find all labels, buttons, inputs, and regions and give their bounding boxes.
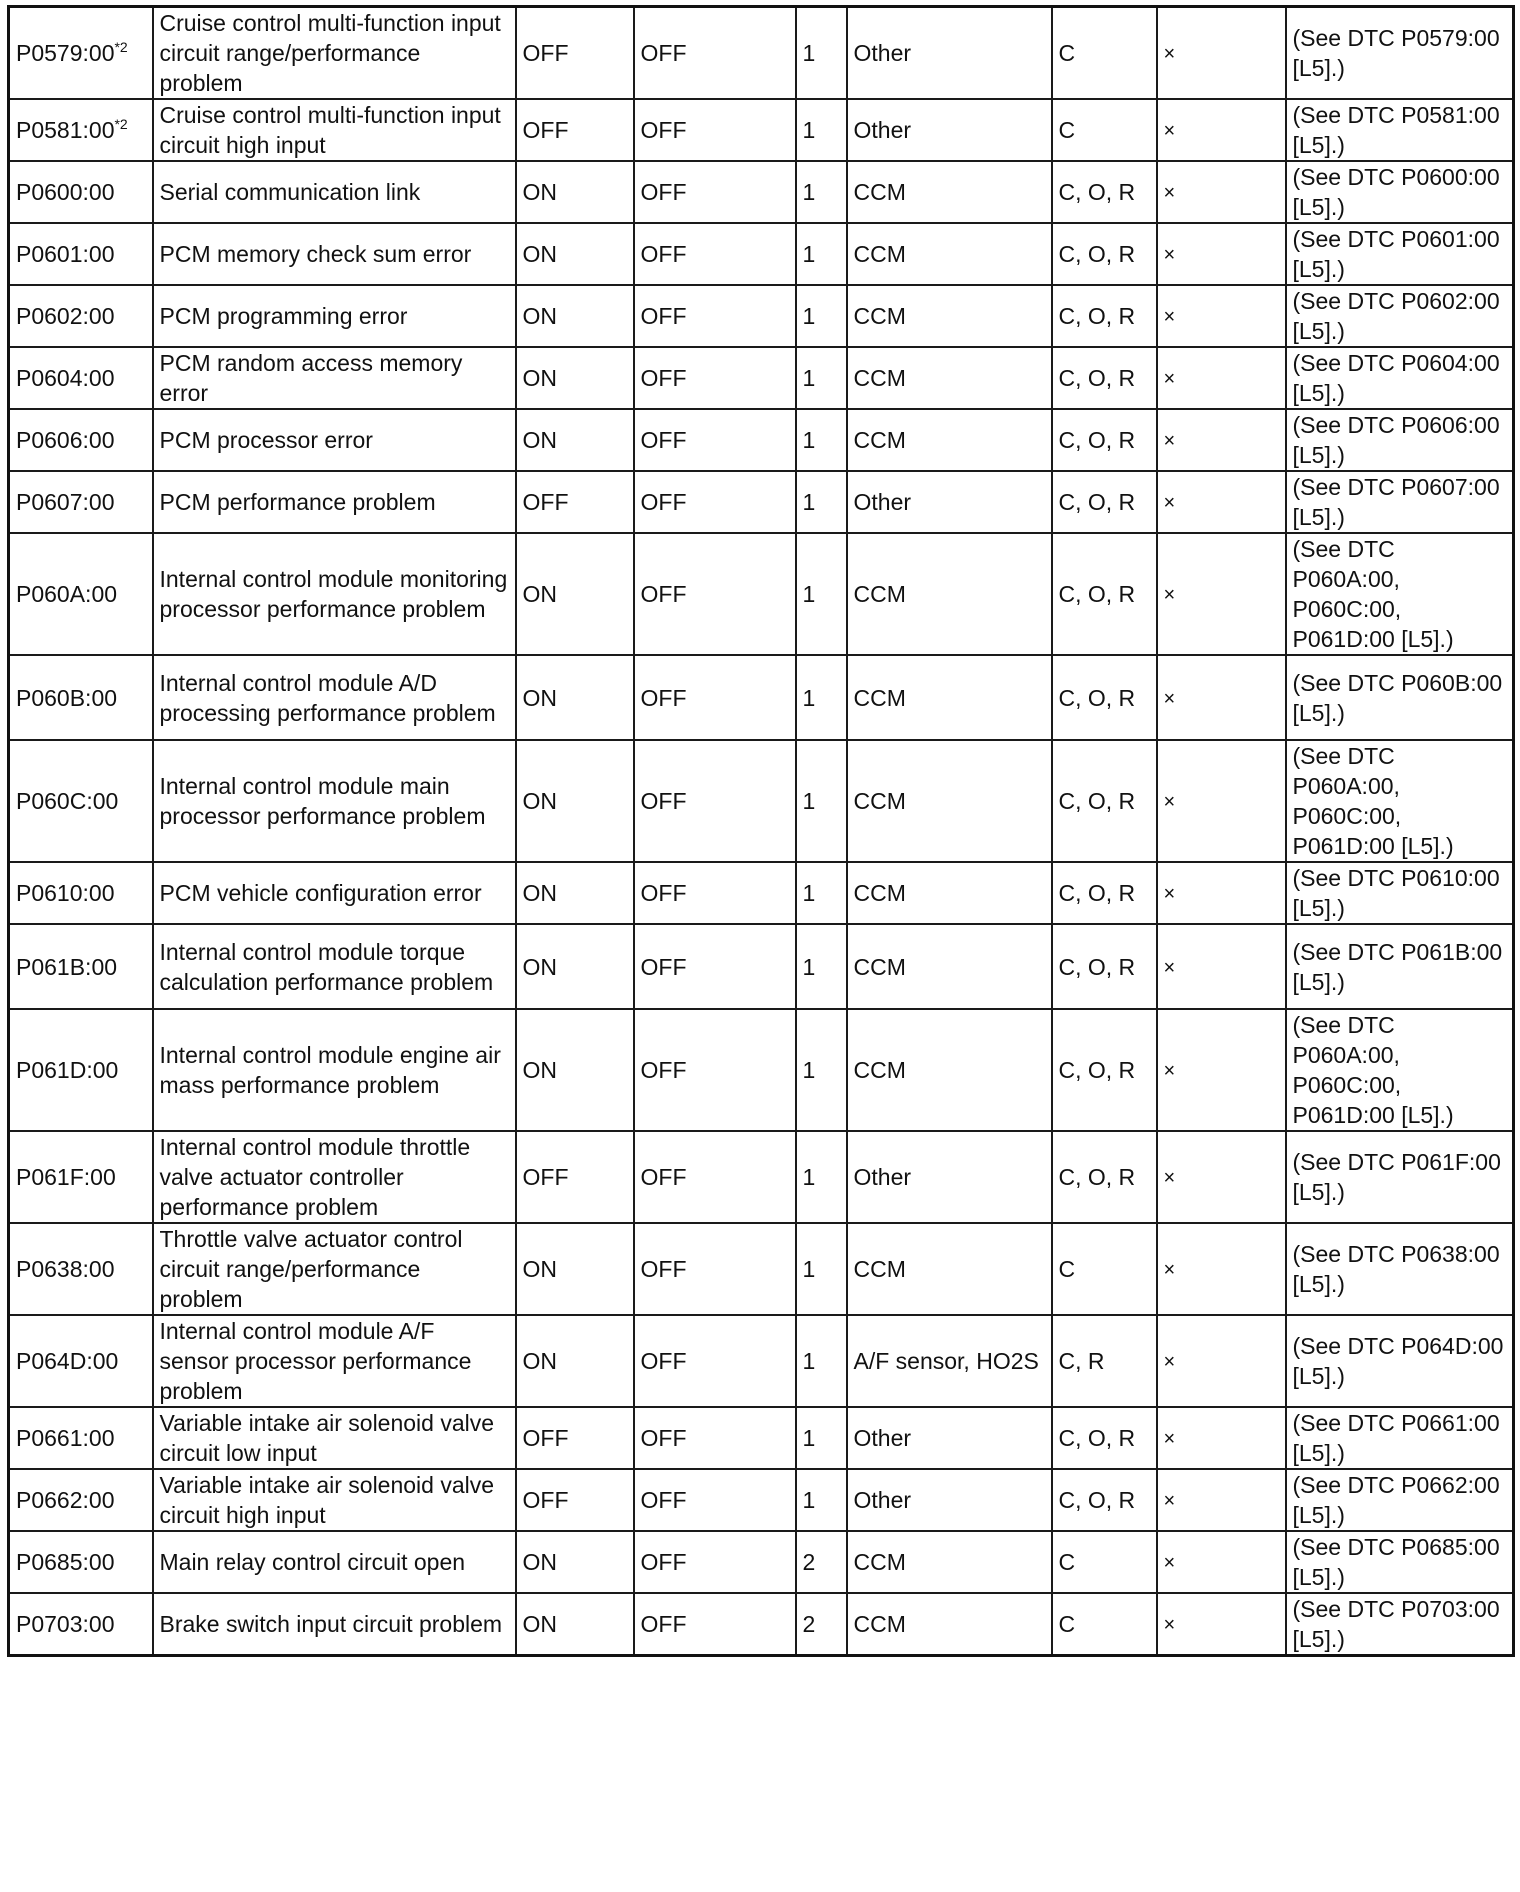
memory-function-mark: × <box>1163 182 1176 204</box>
memory-function-cell <box>1157 1315 1286 1407</box>
memory-function-mark: × <box>1163 1351 1176 1373</box>
dc-cell: OFF <box>634 471 796 533</box>
dtc-code: P0581:00 <box>16 117 115 143</box>
memory-function-mark: × <box>1163 1490 1176 1512</box>
dc-cell: OFF <box>634 223 796 285</box>
description-cell: Internal control module A/F sensor processor performance problem <box>153 1315 516 1407</box>
mil-cell: ON <box>516 285 634 347</box>
mil-cell: ON <box>516 924 634 1009</box>
mil-cell: ON <box>516 1315 634 1407</box>
drive-cycle-cell: 1 <box>796 924 847 1009</box>
dc-cell: OFF <box>634 1593 796 1656</box>
drive-cycle-cell: 1 <box>796 347 847 409</box>
monitor-item-cell: CCM <box>847 1593 1052 1656</box>
table-row <box>9 1407 1514 1469</box>
reference-cell: (See DTC P0703:00 [L5].) <box>1286 1593 1514 1656</box>
dtc-code-cell <box>9 471 153 533</box>
mil-cell: OFF <box>516 1407 634 1469</box>
self-test-type-cell: C, O, R <box>1052 1131 1157 1223</box>
self-test-type-cell: C <box>1052 1593 1157 1656</box>
mil-cell: ON <box>516 1009 634 1131</box>
dtc-code: P0607:00 <box>16 489 115 515</box>
description-cell: Serial communication link <box>153 161 516 223</box>
memory-function-cell <box>1157 862 1286 924</box>
dc-cell: OFF <box>634 1223 796 1315</box>
table-row <box>9 862 1514 924</box>
memory-function-cell <box>1157 740 1286 862</box>
dtc-code: P060C:00 <box>16 788 119 814</box>
table-row <box>9 1531 1514 1593</box>
self-test-type-cell: C, O, R <box>1052 347 1157 409</box>
description-cell: PCM vehicle configuration error <box>153 862 516 924</box>
monitor-item-cell: CCM <box>847 409 1052 471</box>
memory-function-mark: × <box>1163 368 1176 390</box>
drive-cycle-cell: 1 <box>796 285 847 347</box>
dtc-code: P0662:00 <box>16 1487 115 1513</box>
description-cell: PCM performance problem <box>153 471 516 533</box>
drive-cycle-cell: 1 <box>796 1223 847 1315</box>
table-row <box>9 1009 1514 1131</box>
dtc-code: P0606:00 <box>16 427 115 453</box>
memory-function-mark: × <box>1163 687 1176 710</box>
dtc-code-cell <box>9 655 153 740</box>
drive-cycle-cell: 1 <box>796 223 847 285</box>
memory-function-cell <box>1157 1469 1286 1531</box>
dtc-code-cell <box>9 223 153 285</box>
drive-cycle-cell: 1 <box>796 7 847 100</box>
memory-function-mark: × <box>1163 1167 1176 1189</box>
reference-cell: (See DTC P064D:00 [L5].) <box>1286 1315 1514 1407</box>
memory-function-cell <box>1157 1223 1286 1315</box>
memory-function-mark: × <box>1163 1614 1176 1636</box>
self-test-type-cell: C, O, R <box>1052 409 1157 471</box>
mil-cell: ON <box>516 1531 634 1593</box>
memory-function-mark: × <box>1163 956 1176 979</box>
self-test-type-cell: C, O, R <box>1052 655 1157 740</box>
dtc-code: P0661:00 <box>16 1425 115 1451</box>
dtc-code-cell <box>9 533 153 655</box>
dtc-code-cell <box>9 740 153 862</box>
self-test-type-cell: C, O, R <box>1052 740 1157 862</box>
reference-cell: (See DTC P0579:00 [L5].) <box>1286 7 1514 100</box>
dc-cell: OFF <box>634 1407 796 1469</box>
dtc-code: P0610:00 <box>16 880 115 906</box>
table-row <box>9 409 1514 471</box>
reference-cell: (See DTC P0685:00 [L5].) <box>1286 1531 1514 1593</box>
drive-cycle-cell: 1 <box>796 1315 847 1407</box>
reference-cell: (See DTC P060B:00 [L5].) <box>1286 655 1514 740</box>
dtc-code-cell <box>9 7 153 100</box>
reference-cell: (See DTC P061B:00 [L5].) <box>1286 924 1514 1009</box>
monitor-item-cell: A/F sensor, HO2S <box>847 1315 1052 1407</box>
memory-function-mark: × <box>1163 244 1176 266</box>
monitor-item-cell: CCM <box>847 740 1052 862</box>
table-row <box>9 471 1514 533</box>
dc-cell: OFF <box>634 285 796 347</box>
reference-cell: (See DTC P0601:00 [L5].) <box>1286 223 1514 285</box>
dtc-code-cell <box>9 1469 153 1531</box>
dtc-code: P0602:00 <box>16 303 115 329</box>
description-cell: Internal control module A/D processing performance problem <box>153 655 516 740</box>
drive-cycle-cell: 1 <box>796 409 847 471</box>
mil-cell: OFF <box>516 471 634 533</box>
memory-function-mark: × <box>1163 1552 1176 1574</box>
self-test-type-cell: C, O, R <box>1052 471 1157 533</box>
monitor-item-cell: CCM <box>847 347 1052 409</box>
dtc-code-cell <box>9 99 153 161</box>
memory-function-cell <box>1157 409 1286 471</box>
reference-cell: (See DTC P061F:00 [L5].) <box>1286 1131 1514 1223</box>
memory-function-cell <box>1157 1407 1286 1469</box>
self-test-type-cell: C <box>1052 7 1157 100</box>
memory-function-mark: × <box>1163 1259 1176 1281</box>
self-test-type-cell: C, O, R <box>1052 924 1157 1009</box>
monitor-item-cell: CCM <box>847 223 1052 285</box>
dc-cell: OFF <box>634 924 796 1009</box>
self-test-type-cell: C, O, R <box>1052 862 1157 924</box>
table-row <box>9 1593 1514 1656</box>
description-cell: Throttle valve actuator control circuit range/performance problem <box>153 1223 516 1315</box>
memory-function-cell <box>1157 161 1286 223</box>
drive-cycle-cell: 1 <box>796 655 847 740</box>
mil-cell: ON <box>516 1223 634 1315</box>
reference-cell: (See DTC P0581:00 [L5].) <box>1286 99 1514 161</box>
monitor-item-cell: Other <box>847 7 1052 100</box>
mil-cell: OFF <box>516 1469 634 1531</box>
dtc-code: P0703:00 <box>16 1611 115 1637</box>
description-cell: Internal control module monitoring processor performance problem <box>153 533 516 655</box>
memory-function-mark: × <box>1163 43 1176 65</box>
self-test-type-cell: C, O, R <box>1052 223 1157 285</box>
memory-function-mark: × <box>1163 306 1176 328</box>
dtc-code: P0685:00 <box>16 1549 115 1575</box>
dtc-code-cell <box>9 161 153 223</box>
dc-cell: OFF <box>634 862 796 924</box>
self-test-type-cell: C, R <box>1052 1315 1157 1407</box>
memory-function-cell <box>1157 533 1286 655</box>
self-test-type-cell: C <box>1052 1223 1157 1315</box>
monitor-item-cell: Other <box>847 1131 1052 1223</box>
dtc-code: P064D:00 <box>16 1348 119 1374</box>
dtc-table <box>7 5 1515 1657</box>
drive-cycle-cell: 1 <box>796 161 847 223</box>
drive-cycle-cell: 1 <box>796 471 847 533</box>
table-row <box>9 1131 1514 1223</box>
monitor-item-cell: CCM <box>847 1009 1052 1131</box>
dc-cell: OFF <box>634 1469 796 1531</box>
dc-cell: OFF <box>634 533 796 655</box>
dtc-table-body <box>9 7 1514 1656</box>
dc-cell: OFF <box>634 1315 796 1407</box>
reference-cell: (See DTC P0638:00 [L5].) <box>1286 1223 1514 1315</box>
dc-cell: OFF <box>634 1009 796 1131</box>
memory-function-mark: × <box>1163 120 1176 142</box>
mil-cell: ON <box>516 161 634 223</box>
drive-cycle-cell: 1 <box>796 99 847 161</box>
monitor-item-cell: Other <box>847 471 1052 533</box>
dc-cell: OFF <box>634 7 796 100</box>
dtc-code-cell <box>9 1131 153 1223</box>
memory-function-cell <box>1157 1131 1286 1223</box>
table-row <box>9 655 1514 740</box>
memory-function-mark: × <box>1163 883 1176 905</box>
memory-function-mark: × <box>1163 430 1176 452</box>
description-cell: Main relay control circuit open <box>153 1531 516 1593</box>
table-row <box>9 161 1514 223</box>
monitor-item-cell: Other <box>847 1469 1052 1531</box>
dc-cell: OFF <box>634 1131 796 1223</box>
dtc-code: P0600:00 <box>16 179 115 205</box>
memory-function-cell <box>1157 285 1286 347</box>
dtc-code: P0579:00 <box>16 40 115 66</box>
dtc-code: P0638:00 <box>16 1256 115 1282</box>
description-cell: Internal control module throttle valve actuator controller performance problem <box>153 1131 516 1223</box>
table-row <box>9 924 1514 1009</box>
reference-cell: (See DTC P0662:00 [L5].) <box>1286 1469 1514 1531</box>
monitor-item-cell: Other <box>847 99 1052 161</box>
mil-cell: ON <box>516 740 634 862</box>
drive-cycle-cell: 1 <box>796 740 847 862</box>
memory-function-mark: × <box>1163 1060 1176 1082</box>
dc-cell: OFF <box>634 409 796 471</box>
mil-cell: ON <box>516 347 634 409</box>
description-cell: Internal control module main processor performance problem <box>153 740 516 862</box>
self-test-type-cell: C, O, R <box>1052 1469 1157 1531</box>
dtc-code: P061F:00 <box>16 1164 116 1190</box>
description-cell: Cruise control multi-function input circuit range/performance problem <box>153 7 516 100</box>
description-cell: Brake switch input circuit problem <box>153 1593 516 1656</box>
self-test-type-cell: C <box>1052 99 1157 161</box>
monitor-item-cell: CCM <box>847 533 1052 655</box>
dtc-code: P061B:00 <box>16 953 118 980</box>
dc-cell: OFF <box>634 99 796 161</box>
dtc-code-cell <box>9 862 153 924</box>
memory-function-cell <box>1157 1531 1286 1593</box>
self-test-type-cell: C <box>1052 1531 1157 1593</box>
mil-cell: ON <box>516 862 634 924</box>
dtc-code: P060A:00 <box>16 581 118 607</box>
memory-function-cell <box>1157 223 1286 285</box>
memory-function-mark: × <box>1163 1428 1176 1450</box>
dc-cell: OFF <box>634 655 796 740</box>
reference-cell: (See DTC P0606:00 [L5].) <box>1286 409 1514 471</box>
reference-cell: (See DTC P0661:00 [L5].) <box>1286 1407 1514 1469</box>
dtc-footnote: *2 <box>114 39 128 55</box>
self-test-type-cell: C, O, R <box>1052 1407 1157 1469</box>
table-row <box>9 533 1514 655</box>
reference-cell: (See DTC P0604:00 [L5].) <box>1286 347 1514 409</box>
reference-cell: (See DTC P060A:00, P060C:00, P061D:00 [L5].) <box>1286 740 1514 862</box>
memory-function-mark: × <box>1163 492 1176 514</box>
drive-cycle-cell: 1 <box>796 533 847 655</box>
dtc-code-cell <box>9 1009 153 1131</box>
self-test-type-cell: C, O, R <box>1052 161 1157 223</box>
table-row <box>9 1315 1514 1407</box>
monitor-item-cell: CCM <box>847 1531 1052 1593</box>
monitor-item-cell: CCM <box>847 1223 1052 1315</box>
dtc-code-cell <box>9 1531 153 1593</box>
memory-function-cell <box>1157 99 1286 161</box>
dtc-code-cell <box>9 1223 153 1315</box>
mil-cell: OFF <box>516 1131 634 1223</box>
monitor-item-cell: CCM <box>847 285 1052 347</box>
description-cell: Variable intake air solenoid valve circuit high input <box>153 1469 516 1531</box>
table-row <box>9 7 1514 100</box>
dtc-code-cell <box>9 347 153 409</box>
table-row <box>9 99 1514 161</box>
memory-function-cell <box>1157 347 1286 409</box>
dtc-code: P0604:00 <box>16 365 115 391</box>
drive-cycle-cell: 1 <box>796 1469 847 1531</box>
mil-cell: OFF <box>516 7 634 100</box>
monitor-item-cell: CCM <box>847 655 1052 740</box>
monitor-item-cell: Other <box>847 1407 1052 1469</box>
memory-function-cell <box>1157 924 1286 1009</box>
mil-cell: ON <box>516 409 634 471</box>
dc-cell: OFF <box>634 347 796 409</box>
dtc-code-cell <box>9 924 153 1009</box>
dtc-code-cell <box>9 1407 153 1469</box>
dtc-code: P0601:00 <box>16 241 115 267</box>
table-row <box>9 1223 1514 1315</box>
mil-cell: ON <box>516 1593 634 1656</box>
reference-cell: (See DTC P060A:00, P060C:00, P061D:00 [L5].) <box>1286 533 1514 655</box>
drive-cycle-cell: 1 <box>796 1009 847 1131</box>
table-row <box>9 285 1514 347</box>
memory-function-mark: × <box>1163 791 1176 813</box>
description-cell: Internal control module torque calculation performance problem <box>153 924 516 1009</box>
memory-function-mark: × <box>1163 584 1176 606</box>
table-row <box>9 1469 1514 1531</box>
table-row <box>9 740 1514 862</box>
reference-cell: (See DTC P0602:00 [L5].) <box>1286 285 1514 347</box>
dc-cell: OFF <box>634 740 796 862</box>
self-test-type-cell: C, O, R <box>1052 1009 1157 1131</box>
description-cell: Variable intake air solenoid valve circuit low input <box>153 1407 516 1469</box>
description-cell: PCM programming error <box>153 285 516 347</box>
memory-function-cell <box>1157 1009 1286 1131</box>
dc-cell: OFF <box>634 1531 796 1593</box>
description-cell: PCM random access memory error <box>153 347 516 409</box>
drive-cycle-cell: 1 <box>796 1131 847 1223</box>
drive-cycle-cell: 2 <box>796 1531 847 1593</box>
mil-cell: ON <box>516 223 634 285</box>
table-row <box>9 347 1514 409</box>
description-cell: PCM memory check sum error <box>153 223 516 285</box>
self-test-type-cell: C, O, R <box>1052 533 1157 655</box>
description-cell: Cruise control multi-function input circuit high input <box>153 99 516 161</box>
dtc-code-cell <box>9 1315 153 1407</box>
self-test-type-cell: C, O, R <box>1052 285 1157 347</box>
monitor-item-cell: CCM <box>847 161 1052 223</box>
memory-function-cell <box>1157 471 1286 533</box>
reference-cell: (See DTC P0600:00 [L5].) <box>1286 161 1514 223</box>
dtc-code-cell <box>9 285 153 347</box>
memory-function-cell <box>1157 1593 1286 1656</box>
description-cell: Internal control module engine air mass performance problem <box>153 1009 516 1131</box>
dtc-table-sheet <box>7 5 1515 1657</box>
monitor-item-cell: CCM <box>847 862 1052 924</box>
drive-cycle-cell: 2 <box>796 1593 847 1656</box>
dtc-code-cell <box>9 409 153 471</box>
dtc-code: P060B:00 <box>16 684 118 711</box>
mil-cell: ON <box>516 655 634 740</box>
dtc-footnote: *2 <box>114 116 128 132</box>
dc-cell: OFF <box>634 161 796 223</box>
memory-function-cell <box>1157 7 1286 100</box>
reference-cell: (See DTC P0610:00 [L5].) <box>1286 862 1514 924</box>
table-row <box>9 223 1514 285</box>
description-cell: PCM processor error <box>153 409 516 471</box>
reference-cell: (See DTC P0607:00 [L5].) <box>1286 471 1514 533</box>
dtc-code-cell <box>9 1593 153 1656</box>
drive-cycle-cell: 1 <box>796 862 847 924</box>
dtc-code: P061D:00 <box>16 1057 119 1083</box>
mil-cell: OFF <box>516 99 634 161</box>
mil-cell: ON <box>516 533 634 655</box>
reference-cell: (See DTC P060A:00, P060C:00, P061D:00 [L5].) <box>1286 1009 1514 1131</box>
memory-function-cell <box>1157 655 1286 740</box>
drive-cycle-cell: 1 <box>796 1407 847 1469</box>
monitor-item-cell: CCM <box>847 924 1052 1009</box>
